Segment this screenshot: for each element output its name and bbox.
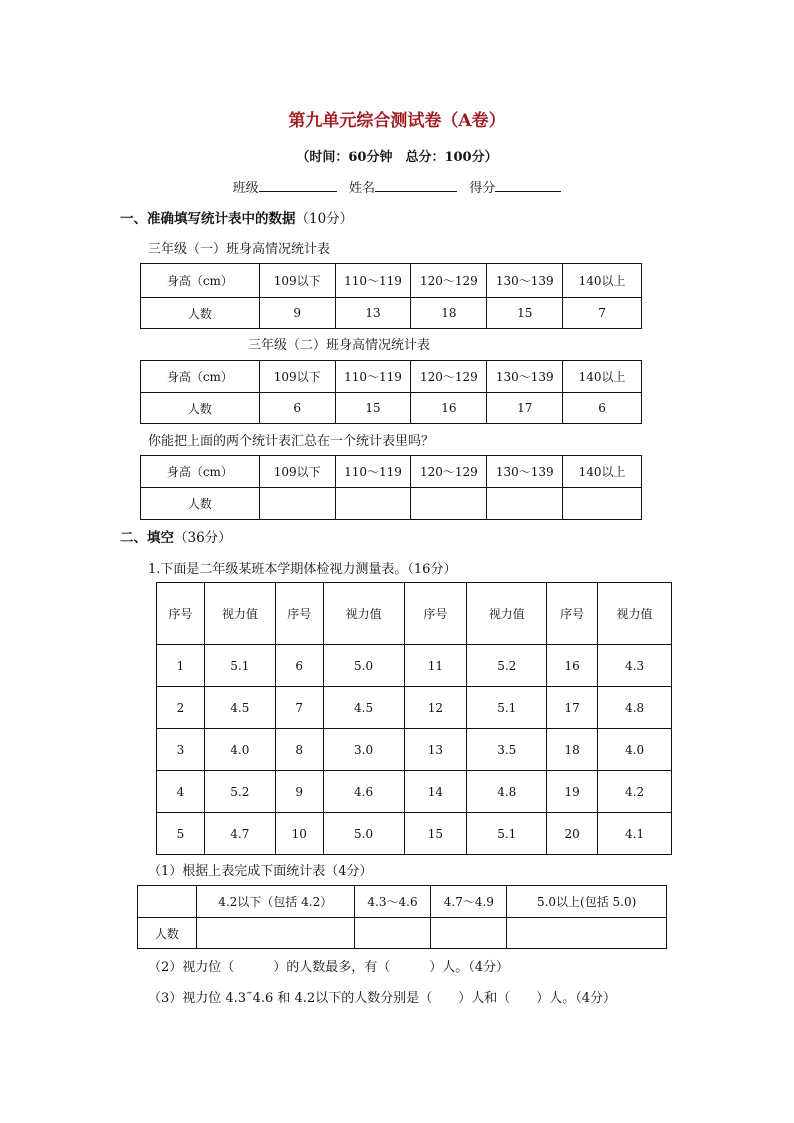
vision-value-cell: 3.5 [467, 729, 547, 771]
index-cell: 20 [547, 813, 598, 855]
header-fields [0, 177, 794, 196]
index-cell: 18 [547, 729, 598, 771]
index-cell: 2 [157, 687, 205, 729]
vision-value-cell: 5.2 [467, 645, 547, 687]
vision-value-cell: 5.2 [204, 771, 275, 813]
row-label-cell: 人数 [138, 918, 197, 949]
answer-cell[interactable] [411, 488, 487, 520]
header-cell: 5.0以上(包括 5.0) [507, 886, 667, 918]
index-cell: 16 [547, 645, 598, 687]
value-cell: 15 [487, 298, 563, 329]
header-cell: 视力值 [467, 583, 547, 645]
vision-value-cell: 3.0 [323, 729, 404, 771]
row-label-cell: 人数 [141, 488, 260, 520]
index-cell: 3 [157, 729, 205, 771]
exam-info: （时间：60分钟 总分：100分） [296, 150, 498, 165]
index-cell: 1 [157, 645, 205, 687]
height-table-class2 [140, 360, 642, 424]
header-cell: 110～119 [335, 456, 411, 488]
header-cell: 109以下 [259, 361, 335, 393]
header-cell: 120～129 [411, 361, 487, 393]
vision-value-cell: 4.2 [598, 771, 672, 813]
row-label-cell: 人数 [141, 393, 260, 424]
section2-points: （36分） [174, 530, 232, 546]
header-cell: 视力值 [323, 583, 404, 645]
answer-cell[interactable] [487, 488, 563, 520]
vision-value-cell: 4.7 [204, 813, 275, 855]
name-blank[interactable] [375, 179, 457, 192]
vision-value-cell: 4.0 [204, 729, 275, 771]
table-header-row [141, 456, 642, 488]
answer-cell[interactable] [259, 488, 335, 520]
question1-text: 1.下面是二年级某班本学期体检视力测量表。（16分） [148, 562, 457, 577]
vision-value-cell: 4.8 [467, 771, 547, 813]
header-cell: 4.3～4.6 [354, 886, 431, 918]
table-header-row [157, 583, 672, 645]
subquestion3-text: （3）视力位 4.3˜4.6 和 4.2以下的人数分别是（ ）人和（ ）人。（4分） [148, 991, 616, 1006]
table-header-row [141, 361, 642, 393]
subquestion2-text: （2）视力位（ ）的人数最多，有（ ）人。（4分） [148, 960, 510, 975]
value-cell: 6 [563, 393, 642, 424]
index-cell: 17 [547, 687, 598, 729]
header-cell: 身高（cm） [141, 264, 260, 298]
score-blank[interactable] [495, 179, 561, 192]
table-row [157, 645, 672, 687]
header-cell: 109以下 [259, 456, 335, 488]
table-row [141, 488, 642, 520]
table-row [138, 918, 667, 949]
index-cell: 19 [547, 771, 598, 813]
value-cell: 7 [563, 298, 642, 329]
index-cell: 8 [275, 729, 323, 771]
header-cell: 序号 [404, 583, 467, 645]
section1-points: （10分） [295, 211, 354, 227]
index-cell: 12 [404, 687, 467, 729]
header-cell: 身高（cm） [141, 456, 260, 488]
section2-heading [120, 526, 232, 546]
section1-heading [120, 207, 353, 227]
answer-cell[interactable] [354, 918, 431, 949]
merge-question: 你能把上面的两个统计表汇总在一个统计表里吗？ [148, 434, 435, 449]
value-cell: 18 [411, 298, 487, 329]
answer-cell[interactable] [335, 488, 411, 520]
vision-value-cell: 5.0 [323, 813, 404, 855]
index-cell: 7 [275, 687, 323, 729]
header-cell: 序号 [275, 583, 323, 645]
vision-value-cell: 4.8 [598, 687, 672, 729]
vision-value-cell: 4.5 [323, 687, 404, 729]
table-row [157, 771, 672, 813]
index-cell: 6 [275, 645, 323, 687]
header-cell: 140以上 [563, 361, 642, 393]
vision-value-cell: 4.3 [598, 645, 672, 687]
index-cell: 4 [157, 771, 205, 813]
index-cell: 10 [275, 813, 323, 855]
vision-value-cell: 4.0 [598, 729, 672, 771]
answer-cell[interactable] [507, 918, 667, 949]
answer-cell[interactable] [431, 918, 507, 949]
section2-title: 二、填空 [120, 530, 174, 546]
vision-table [156, 582, 672, 855]
header-cell: 4.2以下（包括 4.2） [196, 886, 354, 918]
section1-title: 一、准确填写统计表中的数据 [120, 211, 296, 227]
header-cell: 140以上 [563, 456, 642, 488]
table-row [141, 298, 642, 329]
vision-summary-table [137, 885, 667, 949]
value-cell: 15 [335, 393, 411, 424]
header-cell: 视力值 [598, 583, 672, 645]
vision-value-cell: 5.0 [323, 645, 404, 687]
answer-cell[interactable] [563, 488, 642, 520]
value-cell: 9 [259, 298, 335, 329]
header-cell [138, 886, 197, 918]
table-row [141, 393, 642, 424]
value-cell: 13 [335, 298, 411, 329]
row-label-cell: 人数 [141, 298, 260, 329]
class-blank[interactable] [259, 179, 337, 192]
table-row [157, 813, 672, 855]
index-cell: 9 [275, 771, 323, 813]
header-cell: 120～129 [411, 456, 487, 488]
value-cell: 16 [411, 393, 487, 424]
header-cell: 109以下 [259, 264, 335, 298]
subquestion1-text: （1）根据上表完成下面统计表（4分） [148, 864, 373, 879]
table1-caption: 三年级（一）班身高情况统计表 [148, 242, 331, 257]
table2-caption: 三年级（二）班身高情况统计表 [248, 338, 431, 353]
header-cell: 序号 [157, 583, 205, 645]
header-cell: 4.7～4.9 [431, 886, 507, 918]
height-table-class1 [140, 263, 642, 329]
value-cell: 6 [259, 393, 335, 424]
header-cell: 130～139 [487, 456, 563, 488]
header-cell: 视力值 [204, 583, 275, 645]
vision-value-cell: 4.1 [598, 813, 672, 855]
index-cell: 14 [404, 771, 467, 813]
score-label: 得分 [469, 181, 496, 196]
vision-value-cell: 5.1 [467, 687, 547, 729]
table-header-row [138, 886, 667, 918]
header-cell: 130～139 [487, 264, 563, 298]
index-cell: 5 [157, 813, 205, 855]
header-cell: 110～119 [335, 264, 411, 298]
class-label: 班级 [232, 181, 259, 196]
table-row [157, 729, 672, 771]
header-cell: 120～129 [411, 264, 487, 298]
index-cell: 13 [404, 729, 467, 771]
table-header-row [141, 264, 642, 298]
table-row [157, 687, 672, 729]
name-label: 姓名 [348, 181, 375, 196]
value-cell: 17 [487, 393, 563, 424]
header-cell: 110～119 [335, 361, 411, 393]
page-title: 第九单元综合测试卷（A卷） [288, 111, 506, 131]
answer-cell[interactable] [196, 918, 354, 949]
vision-value-cell: 4.5 [204, 687, 275, 729]
height-table-combined [140, 455, 642, 520]
vision-value-cell: 5.1 [204, 645, 275, 687]
header-cell: 序号 [547, 583, 598, 645]
index-cell: 15 [404, 813, 467, 855]
header-cell: 身高（cm） [141, 361, 260, 393]
index-cell: 11 [404, 645, 467, 687]
vision-value-cell: 4.6 [323, 771, 404, 813]
vision-value-cell: 5.1 [467, 813, 547, 855]
header-cell: 140以上 [563, 264, 642, 298]
header-cell: 130～139 [487, 361, 563, 393]
